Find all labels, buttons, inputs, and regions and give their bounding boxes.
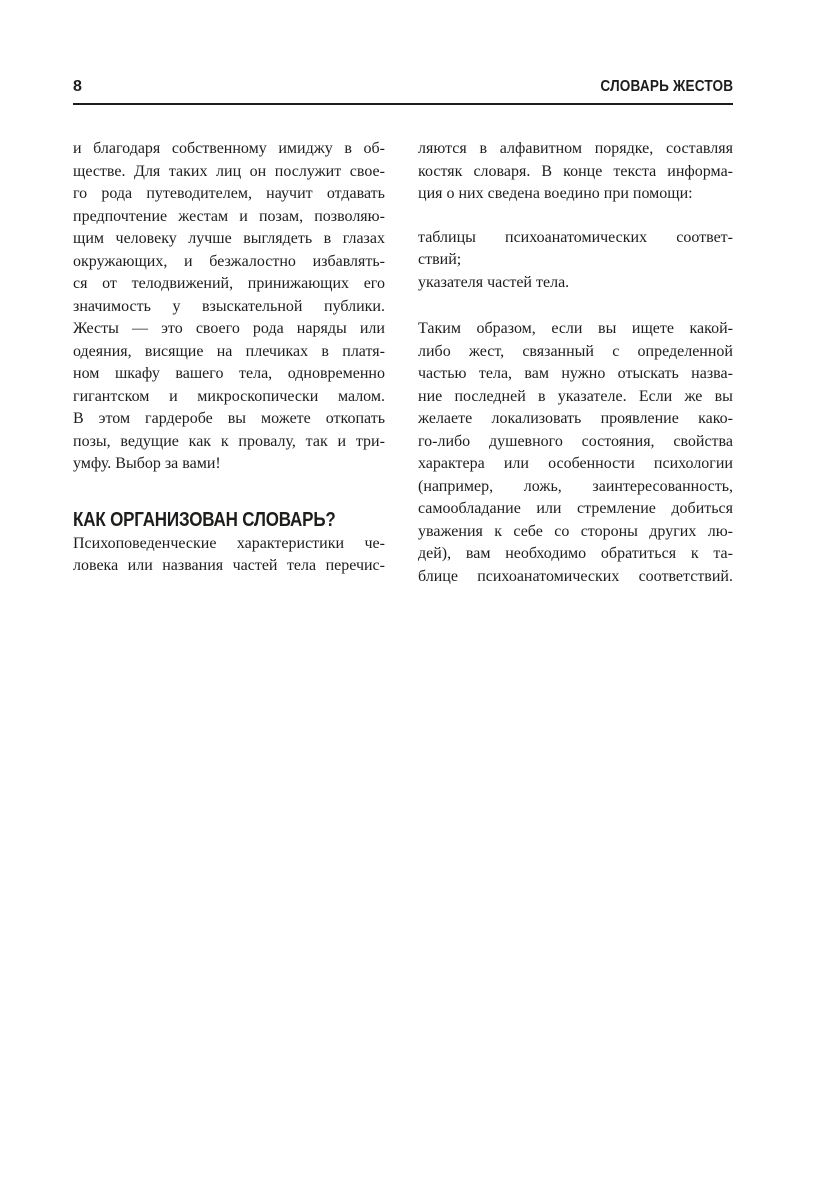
book-page [73, 79, 733, 588]
text-line: ляются в алфавитном порядке, составляя [418, 140, 733, 157]
text-line: В этом гардеробе вы можете откопать [73, 410, 385, 427]
text-line: таблицы психоанатомических соответ- [418, 228, 733, 246]
text-line: ном шкафу вашего тела, одновременно [73, 365, 385, 382]
text-line: предпочтение жестам и позам, позволяю- [73, 207, 385, 225]
text-line: Жесты — это своего рода наряды или [73, 320, 385, 337]
text-line: самообладание или стремление добиться [418, 500, 733, 517]
text-line: (например, ложь, заинтересованность, [418, 477, 733, 495]
text-line: го рода путеводителем, научит отдавать [73, 185, 385, 202]
section-heading [73, 509, 385, 531]
right-column [418, 138, 733, 588]
text-line: частью тела, вам нужно отыскать назва- [418, 365, 733, 382]
text-line: го-либо душевного состояния, свойства [418, 432, 733, 450]
text-line: позы, ведущие как к провалу, так и три- [73, 432, 385, 450]
paragraph-lines [418, 318, 733, 588]
text-line: щим человеку лучше выглядеть в глазах [73, 230, 385, 247]
text-line: значимость у взыскательной публики. [73, 297, 385, 315]
text-line: указателя частей тела. [418, 273, 570, 291]
text-line: умфу. Выбор за вами! [73, 455, 221, 472]
text-line: ствий; [418, 251, 462, 268]
text-line: одеяния, висящие на плечиках в платя- [73, 342, 385, 360]
text-line: характера или особенности психологии [418, 455, 733, 472]
section-heading-text: КАК ОРГАНИЗОВАН СЛОВАРЬ? [73, 508, 336, 531]
text-line: Таким образом, если вы ищете какой- [418, 320, 733, 337]
text-line: уважения к себе со стороны других лю- [418, 522, 733, 540]
paragraph-lines [73, 138, 385, 476]
text-line: блице психоанатомических соответствий. [418, 567, 733, 585]
text-line: желаете локализовать проявление како- [418, 410, 733, 427]
text-line: Психоповеденческие характеристики че- [73, 534, 385, 552]
text-line: окружающих, и безжалостно избавлять- [73, 252, 385, 270]
text-line: либо жест, связанный с определенной [418, 342, 733, 360]
running-title: СЛОВАРЬ ЖЕСТОВ [600, 78, 733, 95]
paragraph-lines [418, 138, 733, 206]
text-line: ловека или названия частей тела перечис- [73, 557, 385, 574]
page-body [73, 138, 733, 588]
paragraph-lines [418, 227, 733, 295]
text-line: и благодаря собственному имиджу в об- [73, 140, 385, 157]
text-line: ся от телодвижений, принижающих его [73, 275, 385, 292]
left-column [73, 138, 385, 588]
text-line: гигантском и микроскопически малом. [73, 387, 385, 405]
paragraph-spacer [418, 206, 733, 227]
text-line: дей), вам необходимо обратиться к та- [418, 545, 733, 562]
text-line: ществе. Для таких лиц он послужит свое- [73, 162, 385, 180]
text-line: ние последней в указателе. Если же вы [418, 387, 733, 405]
paragraph-spacer [418, 294, 733, 318]
text-line: ция о них сведена воедино при помощи: [418, 185, 693, 202]
paragraph-lines [73, 533, 385, 578]
text-line: костяк словаря. В конце текста информа- [418, 162, 733, 180]
page-number: 8 [73, 78, 82, 95]
page-header [73, 79, 733, 105]
